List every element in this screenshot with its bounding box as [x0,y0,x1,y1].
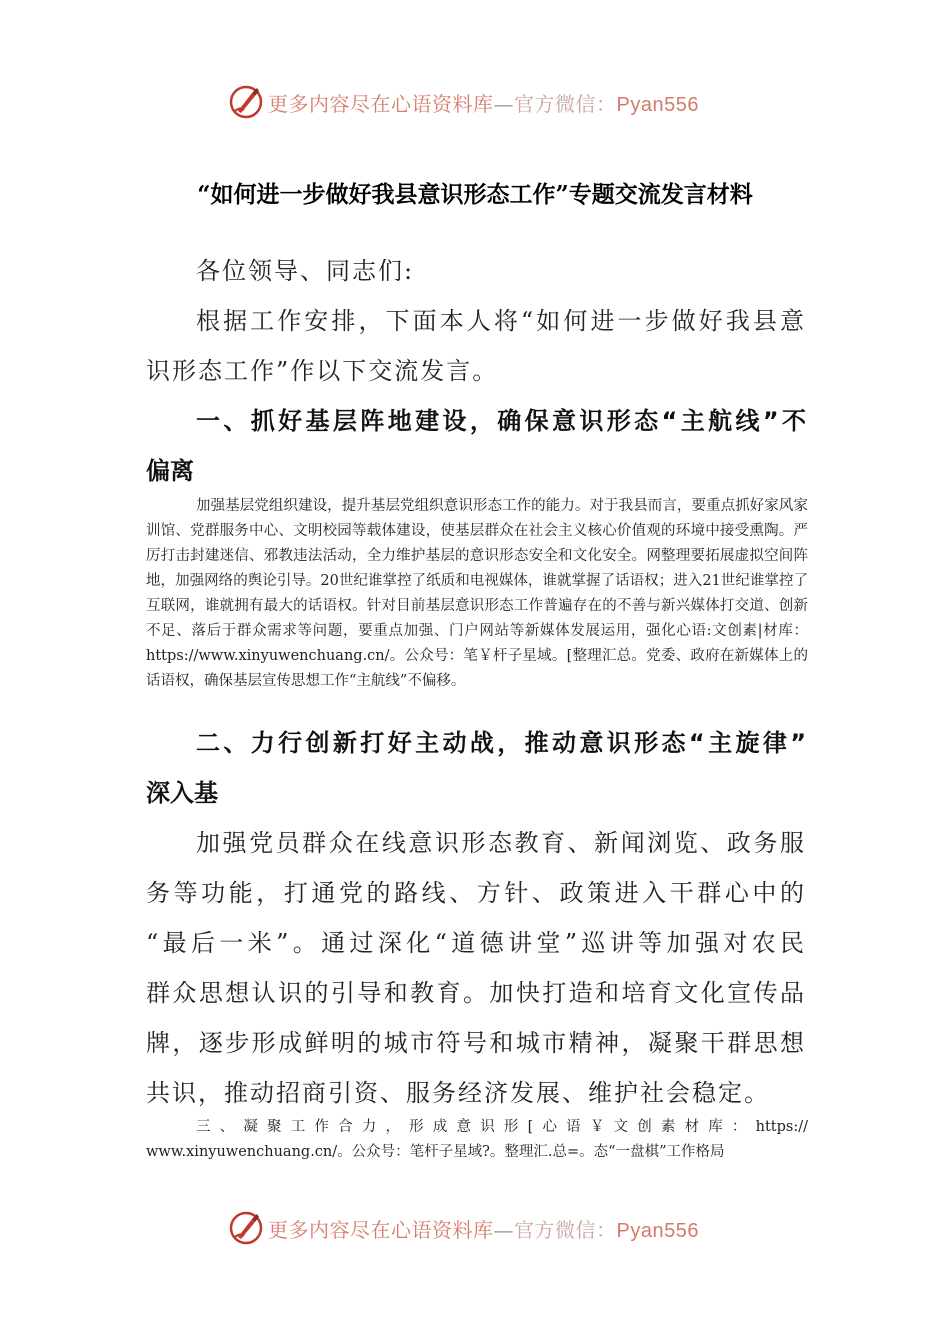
header-banner [228,82,748,122]
paragraph-2-line: 群众思想认识的引导和教育。加快打造和培育文化宣传品 [146,979,806,1007]
heading-2-line-1: 二、力行创新打好主动战，推动意识形态“主旋律” [196,729,806,757]
paragraph-2-line: 务等功能，打通党的路线、方针、政策进入干群心中的 [146,879,806,907]
document-title: “如何进一步做好我县意识形态工作”专题交流发言材料 [197,181,753,208]
paragraph-1: 加强基层党组织建设，提升基层党组织意识形态工作的能力。对于我县而言，要重点抓好家风家训馆、党群服务中心、文明校园等载体建设，使基层群众在社会主义核心价值观的环境中接受熏陶。严厉打击封建迷信、邪教违法活动，全力维护基层的意识形态安全和文化安全。网整理要拓展虚拟空间阵地，加强网络的舆论引导。20世纪谁掌控了纸质和电视媒体，谁就掌握了话语权；进入21世纪谁掌控了互联网，谁就拥有最大的话语权。针对目前基层意识形态工作普遍存在的不善与新兴媒体打交道、创新不足、落后于群众需求等问题，要重点加强、门户网站等新媒体发展运用，强化心语:文创素|材库：https://www.xinyuwenchuang.cn/。公众号：笔￥杆子星域。[整理汇总。党委、政府在新媒体上的话语权，确保基层宣传思想工作“主航线”不偏移。 [146,498,808,689]
heading-1-line-2: 偏离 [146,457,194,485]
greeting: 各位领导、同志们: [196,257,415,285]
intro-line-1: 根据工作安排，下面本人将“如何进一步做好我县意 [196,307,806,335]
paragraph-2-line: 牌，逐步形成鲜明的城市符号和城市精神，凝聚干群思想 [146,1029,806,1057]
footer-banner [228,1208,748,1248]
intro-line-2: 识形态工作”作以下交流发言。 [146,357,499,385]
quill-logo-icon [228,1210,264,1246]
paragraph-3-line-2: www.xinyuwenchuang.cn/。公众号：笔杆子星域?。整理汇.总=。态“一盘棋”工作格局 [146,1144,725,1160]
paragraph-2-line: 加强党员群众在线意识形态教育、新闻浏览、政务服 [196,829,806,857]
banner-text: 更多内容尽在心语资料库—官方微信：Pyan556 [268,91,699,116]
heading-1-line-1: 一、抓好基层阵地建设，确保意识形态“主航线”不 [196,407,806,435]
banner-text: 更多内容尽在心语资料库—官方微信：Pyan556 [268,1217,699,1242]
paragraph-3-line-1: 三、凝聚工作合力，形成意识形[心语￥文创素材库：https:// [196,1119,808,1135]
heading-2-line-2: 深入基 [146,779,218,807]
quill-logo-icon [228,84,264,120]
paragraph-2-line: 共识，推动招商引资、服务经济发展、维护社会稳定。 [146,1079,770,1107]
paragraph-2-line: “最后一米”。通过深化“道德讲堂”巡讲等加强对农民 [146,929,806,957]
